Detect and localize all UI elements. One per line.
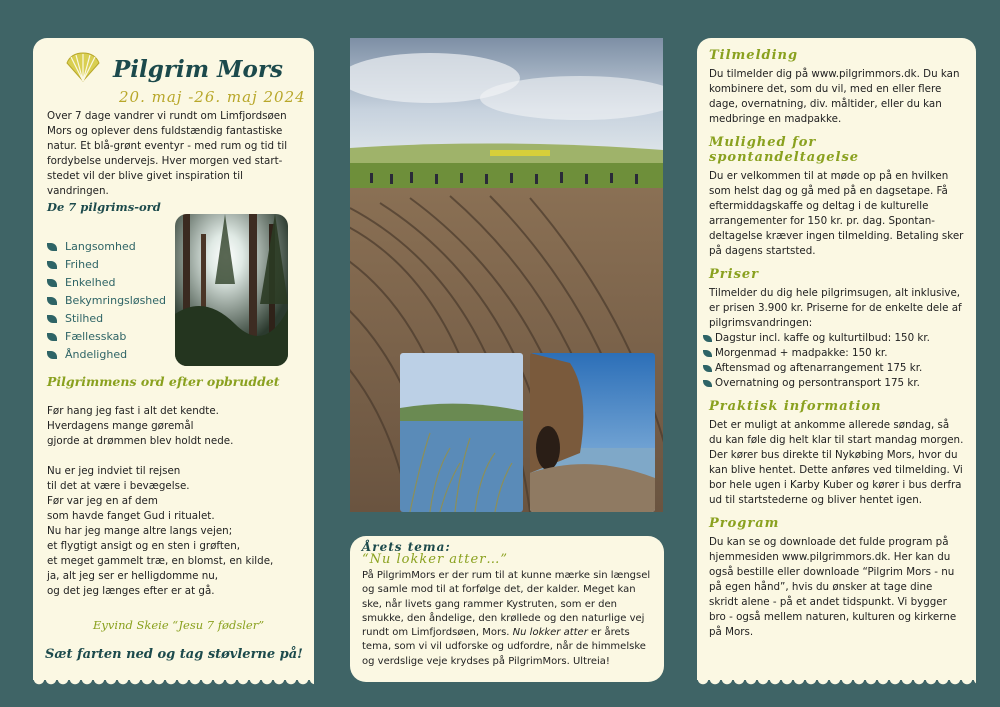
- page-title: Pilgrim Mors: [113, 56, 283, 83]
- section-heading: Praktisk information: [709, 399, 882, 414]
- list-item: Fællesskab: [47, 328, 166, 346]
- list-item: Stilhed: [47, 310, 166, 328]
- section-heading: Tilmelding: [709, 48, 799, 63]
- leaf-icon: [47, 333, 57, 341]
- list-item: Åndelighed: [47, 346, 166, 364]
- theme-subheading: “Nu lokker atter…”: [362, 552, 509, 567]
- leaf-icon: [47, 261, 57, 269]
- poem-text: Før hang jeg fast i alt det kendte. Hverdagens mange gøremål gjorde at drømmen blev holdt nede. Nu er jeg indviet til rejsen til det at være i bevægelse. Før var jeg en af dem som havde fanget Gud i ritualet. Nu har jeg mange altre langs vejen; et flygtigt ansigt og en sten i grøften, et meget gammelt træ, en blomst, en kilde, ja, alt jeg ser er helligdomme nu, og det jeg længes efter er at gå.: [47, 405, 274, 597]
- list-item: Aftensmad og aftenarrangement 175 kr.: [703, 361, 964, 376]
- theme-heading: Årets tema:: [362, 540, 451, 554]
- event-dates: 20. maj -26. maj 2024: [119, 88, 306, 106]
- theme-box: [350, 536, 664, 682]
- practical-section: [709, 399, 964, 508]
- leaf-icon: [47, 315, 57, 323]
- forest-photo: [175, 214, 288, 366]
- pilgrim-words-list: [47, 238, 166, 364]
- program-section: [709, 516, 964, 640]
- left-panel: [33, 38, 314, 680]
- leaf-icon: [703, 335, 712, 342]
- leaf-icon: [47, 243, 57, 251]
- cave-shore-photo: [530, 353, 655, 512]
- leaf-icon: [47, 297, 57, 305]
- slogan: Sæt farten ned og tag støvlerne på!: [45, 647, 303, 662]
- list-item: Morgenmad + madpakke: 150 kr.: [703, 346, 964, 361]
- registration-section: [709, 48, 964, 127]
- section-heading: Mulighed for spontandeltagelse: [709, 135, 860, 165]
- leaf-icon: [703, 350, 712, 357]
- list-item: Frihed: [47, 256, 166, 274]
- scallop-shell-icon: [63, 51, 103, 83]
- leaf-icon: [703, 380, 712, 387]
- theme-text: På PilgrimMors er der rum til at kunne mærke sin længsel og samle mod til at forfølge det, der kalder. Meget kan ske, når livets gang rammer Kystruten, som er den smukke, den åndelige, den krøllede og den naturlige vej rundt om Limfjordsøen, Mors. Nu lokker atter er årets tema, som vi vil udforske og udfordre, når de himmelske og verdslige veje krydses på PilgrimMors. Ultreia!: [362, 570, 651, 667]
- list-item: Dagstur incl. kaffe og kulturtilbud: 150 kr.: [703, 331, 964, 346]
- stamp-edge: [697, 679, 976, 687]
- spontaneous-section: [709, 135, 964, 259]
- poem-heading: Pilgrimmens ord efter opbruddet: [47, 374, 280, 389]
- prices-section: [709, 267, 964, 391]
- leaf-icon: [47, 351, 57, 359]
- stamp-edge: [33, 679, 314, 687]
- section-heading: Priser: [709, 267, 760, 282]
- words-heading: De 7 pilgrims-ord: [47, 200, 161, 214]
- poem-author: Eyvind Skeie “Jesu 7 fødsler”: [93, 618, 265, 632]
- leaf-icon: [703, 365, 712, 372]
- list-item: Langsomhed: [47, 238, 166, 256]
- right-panel: [697, 38, 976, 680]
- section-text: Tilmelder du dig hele pilgrimsugen, alt inklusive, er prisen 3.900 kr. Priserne for de enkelte dele af pilgrimsvandringen:: [709, 287, 962, 329]
- list-item: Overnatning og persontransport 175 kr.: [703, 376, 964, 391]
- section-text: Du kan se og downloade det fulde program på hjemmesiden www.pilgrimmors.dk. Her kan du også bestille eller downloade “Pilgrim Mors - nu på egen hånd”, hvis du ønsker at tage dine skridt alene - på et andet tidspunkt. Vi bygger bro - også mellem naturen, kulturen og kirkerne på Mors.: [709, 536, 957, 638]
- section-heading: Program: [709, 516, 780, 531]
- price-list: [703, 331, 964, 391]
- leaf-icon: [47, 279, 57, 287]
- section-text: Du tilmelder dig på www.pilgrimmors.dk. Du kan kombinere det, som du vil, med en eller flere dage, overnatning, div. måltider, eller du kan medbringe en madpakke.: [709, 68, 960, 125]
- section-text: Du er velkommen til at møde op på en hvilken som helst dag og gå med på en dagsetape. Få eftermiddagskaffe og deltag i de kulturelle arrangementer for 150 kr. pr. dag. Spontan-deltagelse kræver ingen tilmelding. Betaling sker på dagens startsted.: [709, 170, 964, 257]
- intro-text: Over 7 dage vandrer vi rundt om Limfjordsøen Mors og oplever dens fuldstændig fantastiske natur. Et blå-grønt eventyr - med rum og tid til fordybelse undervejs. Hver morgen ved start-stedet vil der blive givet inspiration til vandringen.: [47, 110, 288, 197]
- list-item: Bekymringsløshed: [47, 292, 166, 310]
- section-text: Det er muligt at ankomme allerede søndag, så du kan føle dig helt klar til start mandag morgen. Der kører bus direkte til Nykøbing Mors, hvor du kan blive hentet. Dette anføres ved tilmelding. Vi bor hele ugen i Karby Kuber og kører i bus derfra ud til startstederne og bliver hentet igen.: [709, 419, 964, 506]
- list-item: Enkelhed: [47, 274, 166, 292]
- coast-grass-photo: [400, 353, 523, 512]
